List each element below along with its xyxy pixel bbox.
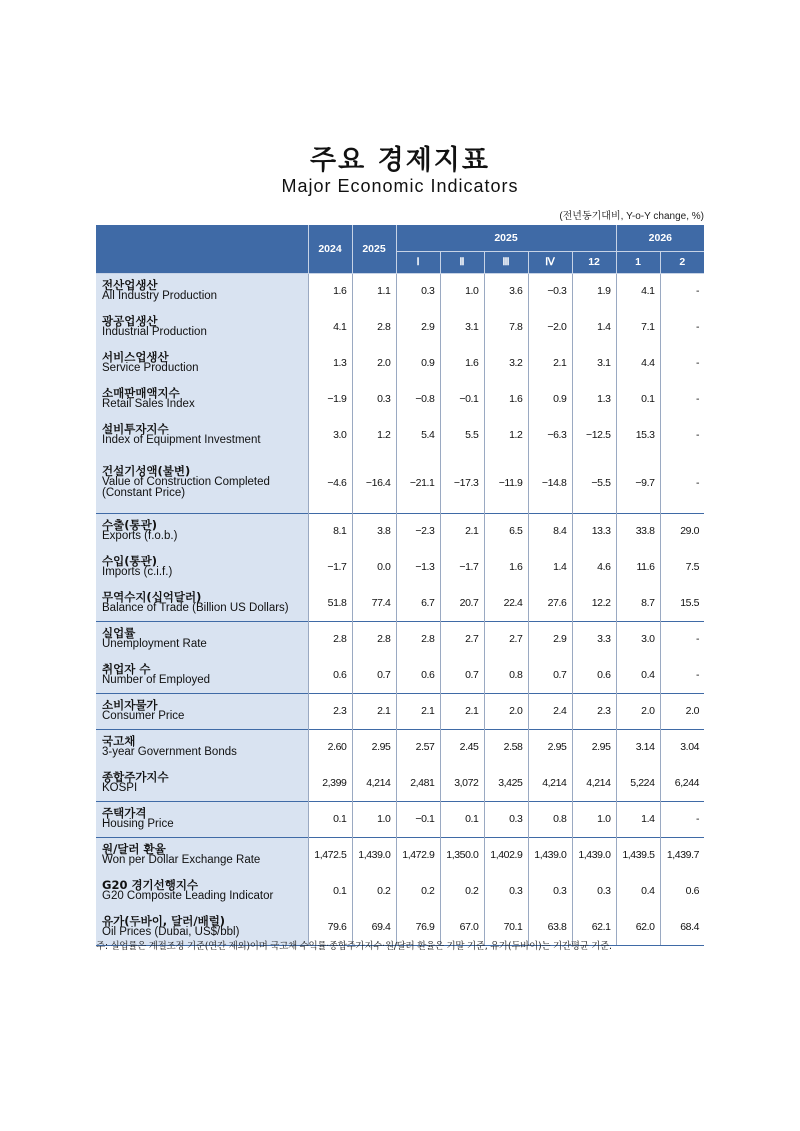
row-label [96, 801, 308, 837]
table-cell: −21.1 [396, 453, 440, 513]
row-label-ko: 설비투자지수 [102, 422, 169, 436]
table-cell: −12.5 [572, 417, 616, 453]
table-cell: 29.0 [660, 513, 704, 549]
row-label-en: Imports (c.i.f.) [102, 566, 173, 578]
table-cell: 0.6 [308, 657, 352, 693]
table-cell: 77.4 [352, 585, 396, 621]
row-label-en: Housing Price [102, 818, 174, 830]
table-cell: 1,439.0 [352, 837, 396, 873]
table-cell: 2.3 [308, 693, 352, 729]
row-label [96, 345, 308, 381]
table-cell: 63.8 [528, 909, 572, 945]
table-cell: 1.4 [616, 801, 660, 837]
table-cell: 2.0 [616, 693, 660, 729]
table-cell: 0.1 [440, 801, 484, 837]
table-cell: 6.7 [396, 585, 440, 621]
table-cell: 3.0 [616, 621, 660, 657]
unit-note: (전년동기대비, Y-o-Y change, %) [559, 211, 704, 222]
table-cell: 2.9 [528, 621, 572, 657]
table-cell: 3,425 [484, 765, 528, 801]
header-sub-q4: Ⅳ [528, 251, 572, 273]
table-cell: 20.7 [440, 585, 484, 621]
table-cell: −4.6 [308, 453, 352, 513]
row-label [96, 585, 308, 621]
table-cell: 0.2 [352, 873, 396, 909]
table-row [96, 837, 704, 873]
row-label [96, 729, 308, 765]
indicators-table [96, 225, 704, 946]
table-cell: 0.4 [616, 657, 660, 693]
table-cell: −0.1 [396, 801, 440, 837]
table-cell: 2.1 [440, 513, 484, 549]
table-cell: 1.0 [572, 801, 616, 837]
table-cell: 3.6 [484, 273, 528, 309]
table-cell: 0.6 [396, 657, 440, 693]
table-cell: 2.1 [396, 693, 440, 729]
row-label [96, 549, 308, 585]
header-sub-m1: 1 [616, 251, 660, 273]
table-cell: 2.95 [352, 729, 396, 765]
row-label-en: Retail Sales Index [102, 398, 195, 410]
table-cell: 15.3 [616, 417, 660, 453]
table-cell: 2.1 [528, 345, 572, 381]
table-cell: 2.1 [352, 693, 396, 729]
table-cell: 0.2 [396, 873, 440, 909]
table-cell: −1.3 [396, 549, 440, 585]
row-label-ko: 수출(통관) [102, 518, 157, 533]
table-cell: 1.4 [572, 309, 616, 345]
table-cell: −1.7 [440, 549, 484, 585]
table-cell: 3.04 [660, 729, 704, 765]
table-cell: 0.0 [352, 549, 396, 585]
table-cell: 2.7 [484, 621, 528, 657]
table-cell: 2.0 [484, 693, 528, 729]
table-cell: 4,214 [352, 765, 396, 801]
row-label-ko: 국고채 [102, 734, 136, 749]
row-label-ko: 무역수지(십억달러) [102, 589, 202, 604]
table-cell: 2,399 [308, 765, 352, 801]
table-cell: 8.4 [528, 513, 572, 549]
table-cell: −0.3 [528, 273, 572, 309]
table-cell: 2.1 [440, 693, 484, 729]
table-cell: 0.4 [616, 873, 660, 909]
table-cell: 0.3 [528, 873, 572, 909]
table-cell: 67.0 [440, 909, 484, 945]
table-cell: 4,214 [528, 765, 572, 801]
row-label-en: Value of Construction Completed [102, 476, 270, 489]
table-cell: 0.1 [616, 381, 660, 417]
header-group-2025: 2025 [396, 225, 616, 251]
table-cell: 3.0 [308, 417, 352, 453]
table-cell: 0.3 [484, 873, 528, 909]
row-label [96, 309, 308, 345]
table-cell: - [660, 657, 704, 693]
table-cell: 2.60 [308, 729, 352, 765]
row-label-ko: 원/달러 환율 [102, 842, 166, 857]
row-label-en: Number of Employed [102, 673, 211, 686]
table-row [96, 309, 704, 345]
table-cell: 2.0 [660, 693, 704, 729]
table-cell: 5.4 [396, 417, 440, 453]
table-cell: 2.3 [572, 693, 616, 729]
table-row [96, 621, 704, 657]
table-cell: 7.8 [484, 309, 528, 345]
header-sub-m2: 2 [660, 251, 704, 273]
table-cell: 68.4 [660, 909, 704, 945]
table-cell: 4,214 [572, 765, 616, 801]
table-cell: 1,439.0 [528, 837, 572, 873]
page-title: 주요 경제지표 [310, 145, 490, 176]
table-cell: 4.1 [616, 273, 660, 309]
table-cell: 3,072 [440, 765, 484, 801]
table-cell: 5,224 [616, 765, 660, 801]
header-group-2026: 2026 [616, 225, 704, 251]
table-cell: 0.8 [484, 657, 528, 693]
table-cell: −1.7 [308, 549, 352, 585]
table-cell: 0.7 [528, 657, 572, 693]
header-corner [96, 225, 308, 273]
row-label [96, 417, 308, 453]
table-cell: 4.6 [572, 549, 616, 585]
table-cell: - [660, 453, 704, 513]
row-label-ko: 수입(통관) [102, 554, 157, 568]
table-cell: 11.6 [616, 549, 660, 585]
table-cell: - [660, 621, 704, 657]
row-label-ko: 주택가격 [102, 806, 147, 820]
table-cell: 8.1 [308, 513, 352, 549]
table-cell: - [660, 801, 704, 837]
row-label-ko: 광공업생산 [102, 314, 158, 328]
table-cell: 1.4 [528, 549, 572, 585]
table-cell: 3.14 [616, 729, 660, 765]
table-cell: - [660, 381, 704, 417]
table-cell: 1.3 [572, 381, 616, 417]
table-cell: 0.7 [440, 657, 484, 693]
table-cell: 2.95 [572, 729, 616, 765]
table-cell: 1.9 [572, 273, 616, 309]
table-cell: 0.1 [308, 873, 352, 909]
table-cell: 0.1 [308, 801, 352, 837]
row-label [96, 273, 308, 309]
table-cell: 0.7 [352, 657, 396, 693]
row-label-ko: 서비스업생산 [102, 350, 169, 364]
header-sub-q1: Ⅰ [396, 251, 440, 273]
row-label [96, 513, 308, 549]
table-cell: 62.1 [572, 909, 616, 945]
row-label [96, 381, 308, 417]
table-body [96, 273, 704, 945]
table-cell: 1,472.5 [308, 837, 352, 873]
row-label-en: Balance of Trade (Billion US Dollars) [102, 601, 289, 614]
table-cell: 2.57 [396, 729, 440, 765]
table-cell: 33.8 [616, 513, 660, 549]
table-cell: 76.9 [396, 909, 440, 945]
table-row [96, 273, 704, 309]
table-cell: 0.9 [396, 345, 440, 381]
table-cell: −14.8 [528, 453, 572, 513]
table-cell: 3.1 [572, 345, 616, 381]
table-cell: 1.6 [484, 381, 528, 417]
table-row [96, 345, 704, 381]
table-cell: 0.3 [484, 801, 528, 837]
table-cell: 2.45 [440, 729, 484, 765]
table-cell: 13.3 [572, 513, 616, 549]
table-cell: - [660, 273, 704, 309]
table-cell: 3.3 [572, 621, 616, 657]
table-row [96, 765, 704, 801]
row-label-en-2: (Constant Price) [102, 487, 186, 500]
table-cell: 27.6 [528, 585, 572, 621]
table-cell: 1.6 [484, 549, 528, 585]
table-cell: 1,472.9 [396, 837, 440, 873]
table-cell: 0.2 [440, 873, 484, 909]
row-label-ko: 건설기성액(불변) [102, 464, 191, 479]
table-cell: 8.7 [616, 585, 660, 621]
table-cell: 69.4 [352, 909, 396, 945]
row-label-ko: 종합주가지수 [102, 769, 169, 784]
table-cell: 2.9 [396, 309, 440, 345]
row-label-ko: 실업률 [102, 626, 136, 641]
table-cell: −9.7 [616, 453, 660, 513]
table-cell: −0.8 [396, 381, 440, 417]
table-cell: 6.5 [484, 513, 528, 549]
table-cell: 3.2 [484, 345, 528, 381]
header-sub-q3: Ⅲ [484, 251, 528, 273]
table-row [96, 801, 704, 837]
row-label-en: 3-year Government Bonds [102, 746, 237, 759]
table-row [96, 417, 704, 453]
table-cell: 1,439.7 [660, 837, 704, 873]
table-cell: 2.8 [396, 621, 440, 657]
row-label [96, 621, 308, 657]
row-label [96, 873, 308, 909]
table-cell: −6.3 [528, 417, 572, 453]
table-cell: 1.2 [484, 417, 528, 453]
row-label [96, 837, 308, 873]
row-label-en: Index of Equipment Investment [102, 434, 261, 446]
table-cell: 0.6 [660, 873, 704, 909]
row-label-ko: 유가(두바이, 달러/배럴) [102, 913, 226, 928]
table-cell: −17.3 [440, 453, 484, 513]
table-cell: 51.8 [308, 585, 352, 621]
table-cell: 1,439.0 [572, 837, 616, 873]
page-subtitle: Major Economic Indicators [281, 176, 519, 196]
table-cell: 2,481 [396, 765, 440, 801]
table-cell: 1.1 [352, 273, 396, 309]
row-label-en: KOSPI [102, 781, 138, 794]
table-cell: 2.8 [308, 621, 352, 657]
table-cell: 12.2 [572, 585, 616, 621]
table-row [96, 453, 704, 513]
table-cell: 0.3 [572, 873, 616, 909]
row-label-en: G20 Composite Leading Indicator [102, 890, 274, 902]
table-cell: 1.0 [352, 801, 396, 837]
table-cell: 62.0 [616, 909, 660, 945]
table-cell: 1,439.5 [616, 837, 660, 873]
table-row [96, 693, 704, 729]
table-row [96, 729, 704, 765]
row-label-ko: 소비자물가 [102, 698, 158, 712]
table-cell: 2.0 [352, 345, 396, 381]
table-cell: 5.5 [440, 417, 484, 453]
table-row [96, 657, 704, 693]
table-cell: 2.8 [352, 621, 396, 657]
table-cell: 2.8 [352, 309, 396, 345]
table-cell: 2.4 [528, 693, 572, 729]
table-cell: 0.9 [528, 381, 572, 417]
header-2024: 2024 [308, 225, 352, 273]
table-cell: −0.1 [440, 381, 484, 417]
table-cell: 22.4 [484, 585, 528, 621]
table-cell: 1,402.9 [484, 837, 528, 873]
row-label-en: Unemployment Rate [102, 638, 207, 651]
table-cell: 0.3 [352, 381, 396, 417]
row-label-en: Oil Prices (Dubai, US$/bbl) [102, 925, 240, 938]
table-cell: 2.95 [528, 729, 572, 765]
table-cell: - [660, 309, 704, 345]
row-label [96, 765, 308, 801]
table-cell: 1.6 [308, 273, 352, 309]
row-label-en: Won per Dollar Exchange Rate [102, 854, 261, 867]
table-cell: −5.5 [572, 453, 616, 513]
header-sub-m12: 12 [572, 251, 616, 273]
row-label-en: Exports (f.o.b.) [102, 530, 178, 543]
table-cell: 1.6 [440, 345, 484, 381]
table-cell: −11.9 [484, 453, 528, 513]
row-label-en: Service Production [102, 362, 199, 374]
table-cell: 2.58 [484, 729, 528, 765]
footnote: 주: 실업률은 계절조정 기준(연간 제외)이며 국고채 수익률·종합주가지수·원/달러 환율은 기말 기준, 유가(두바이)는 기간평균 기준. [96, 941, 612, 952]
table-cell: 70.1 [484, 909, 528, 945]
table-cell: 1,350.0 [440, 837, 484, 873]
row-label-ko: 전산업생산 [102, 278, 158, 293]
table-cell: 4.1 [308, 309, 352, 345]
table-cell: 15.5 [660, 585, 704, 621]
table-cell: 3.8 [352, 513, 396, 549]
table-cell: 4.4 [616, 345, 660, 381]
table-cell: 2.7 [440, 621, 484, 657]
table-row [96, 585, 704, 621]
table-cell: −2.3 [396, 513, 440, 549]
row-label-en: Industrial Production [102, 326, 207, 338]
row-label-en: All Industry Production [102, 290, 218, 303]
table-cell: 7.5 [660, 549, 704, 585]
header-sub-q2: Ⅱ [440, 251, 484, 273]
row-label [96, 693, 308, 729]
table-cell: 79.6 [308, 909, 352, 945]
table-cell: 1.3 [308, 345, 352, 381]
table-row [96, 549, 704, 585]
row-label [96, 453, 308, 513]
table-row [96, 513, 704, 549]
table-row [96, 381, 704, 417]
table-cell: 0.3 [396, 273, 440, 309]
table-cell: 0.8 [528, 801, 572, 837]
row-label [96, 657, 308, 693]
table-cell: 7.1 [616, 309, 660, 345]
table-cell: 3.1 [440, 309, 484, 345]
table-cell: 6,244 [660, 765, 704, 801]
table-cell: 1.2 [352, 417, 396, 453]
row-label-ko: G20 경기선행지수 [102, 878, 199, 892]
row-label-ko: 소매판매액지수 [102, 386, 180, 400]
table-cell: 1.0 [440, 273, 484, 309]
table-cell: −1.9 [308, 381, 352, 417]
table-cell: - [660, 345, 704, 381]
row-label-en: Consumer Price [102, 710, 185, 722]
row-label-ko: 취업자 수 [102, 661, 151, 676]
table-cell: - [660, 417, 704, 453]
table-cell: −2.0 [528, 309, 572, 345]
table-cell: −16.4 [352, 453, 396, 513]
header-2025: 2025 [352, 225, 396, 273]
table-row [96, 873, 704, 909]
table-cell: 0.6 [572, 657, 616, 693]
